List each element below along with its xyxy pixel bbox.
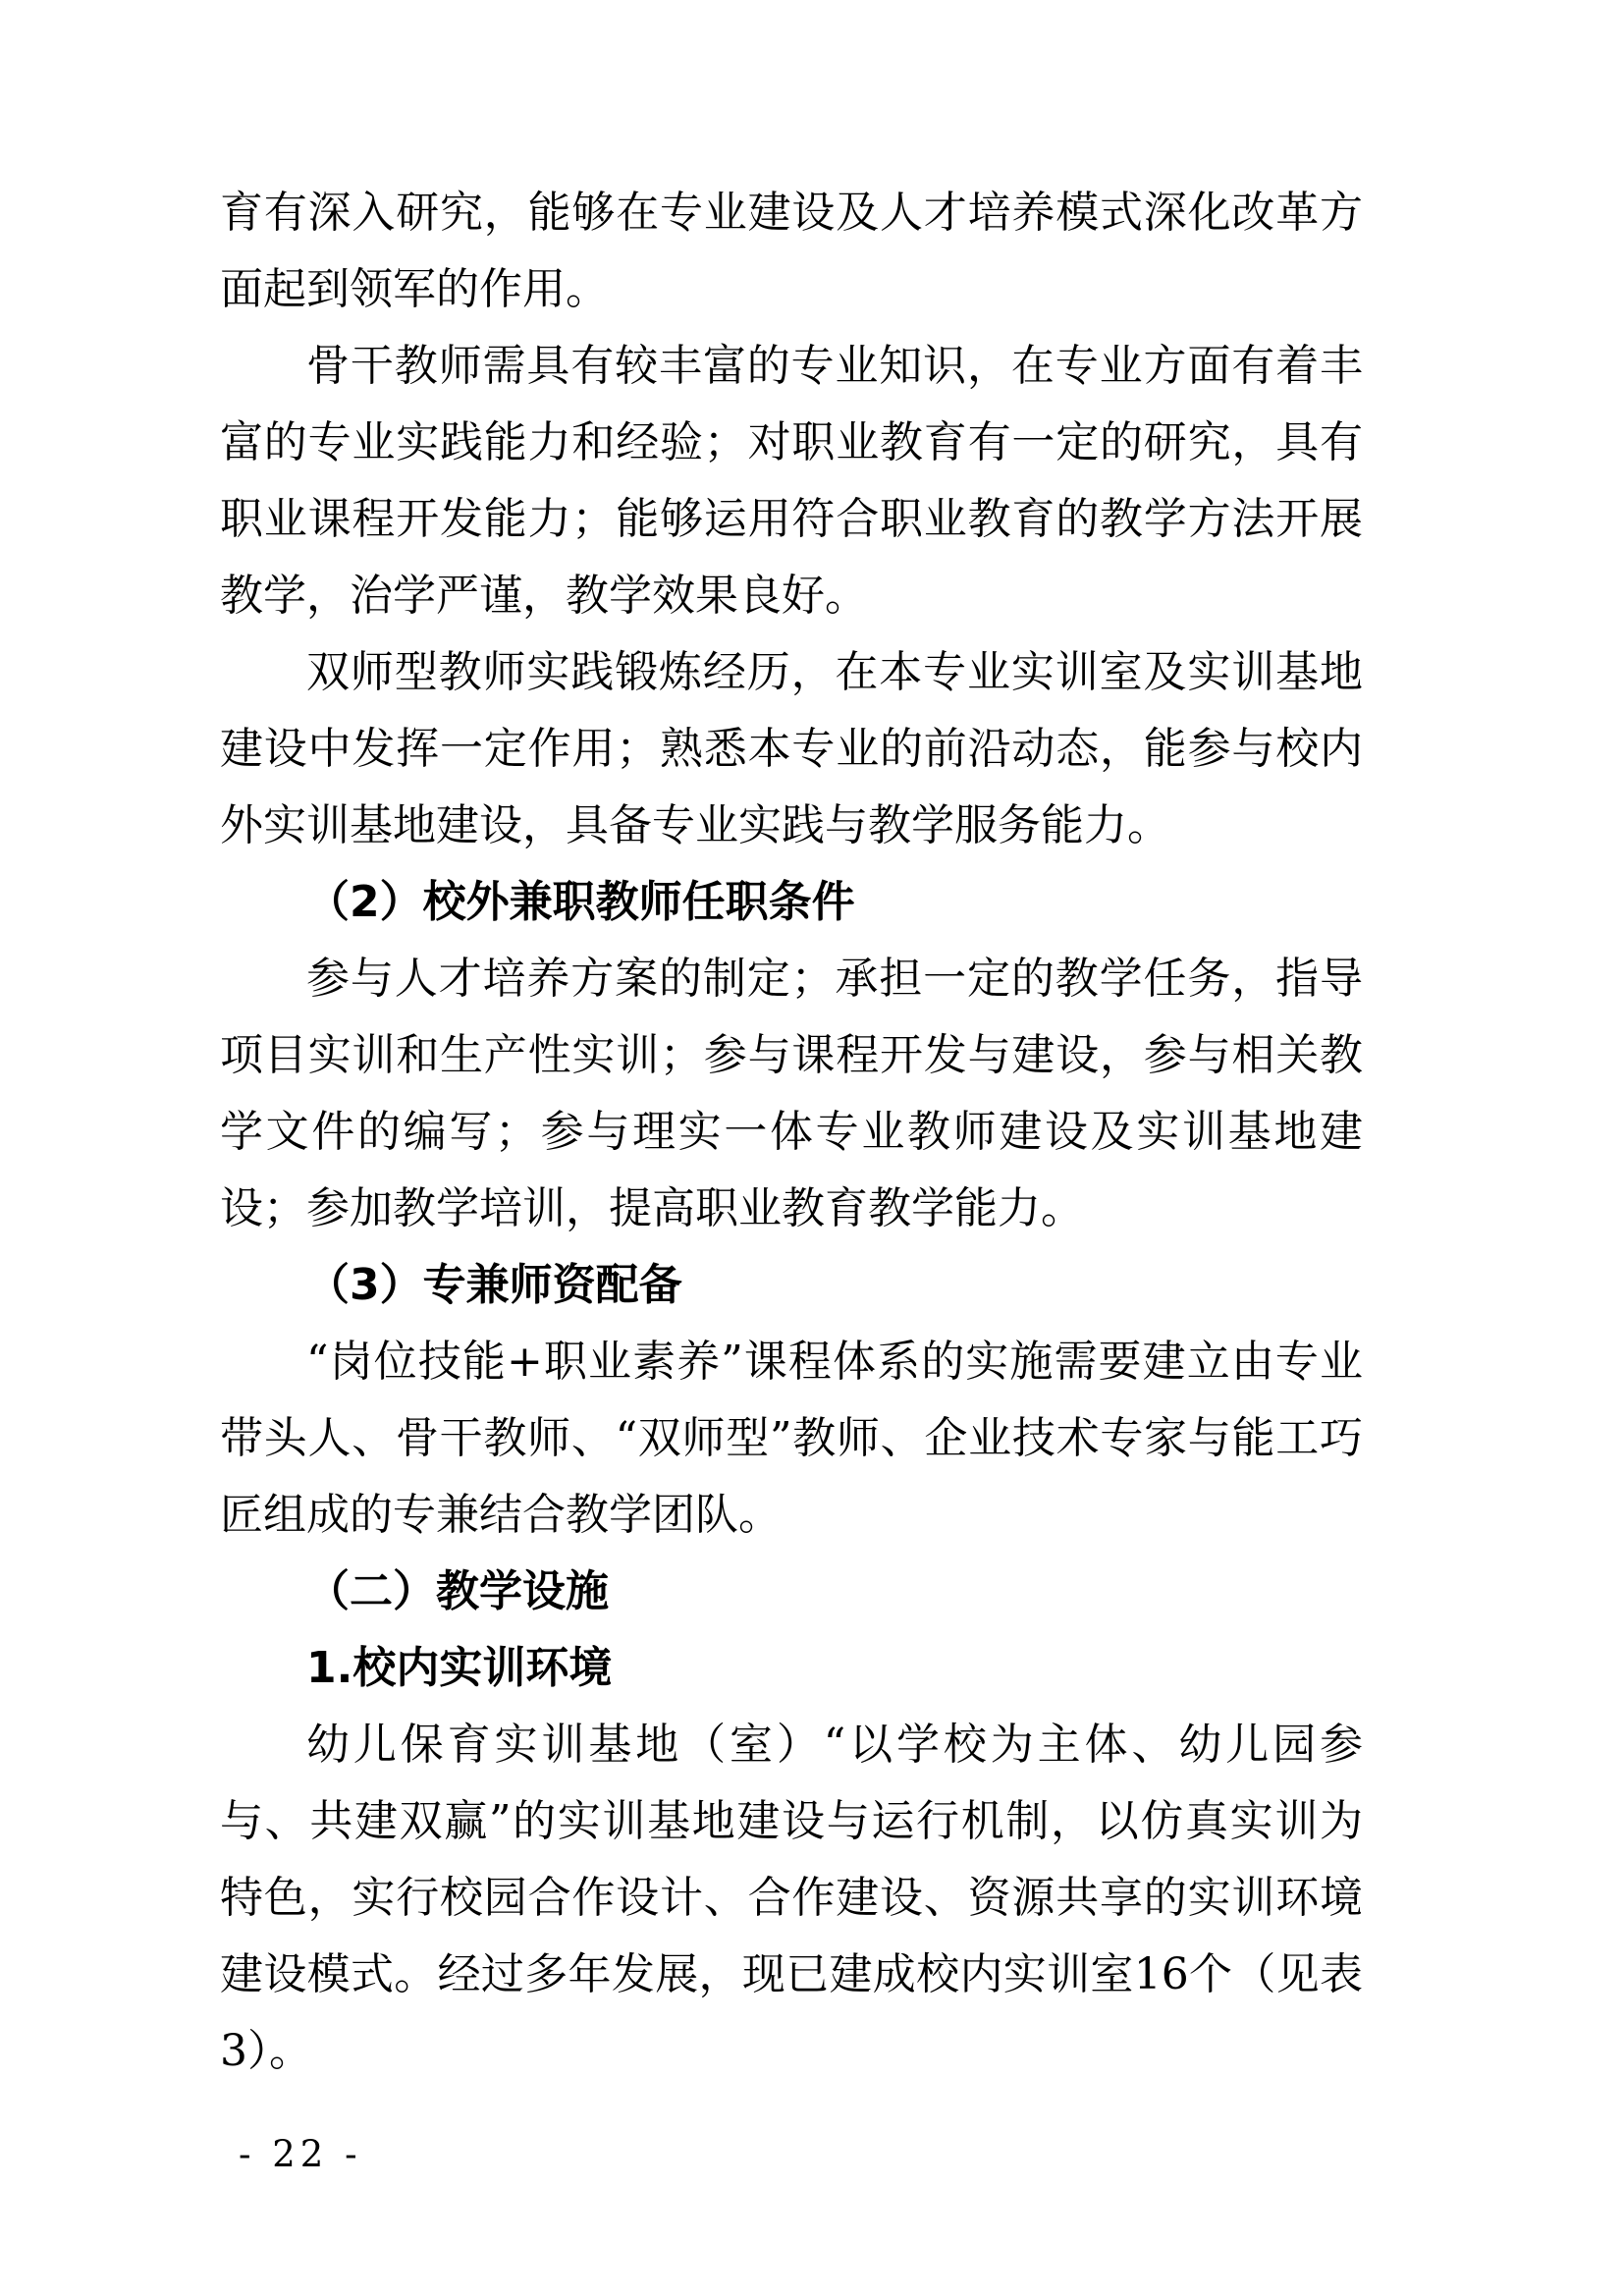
paragraph: “岗位技能+职业素养”课程体系的实施需要建立由专业带头人、骨干教师、“双师型”教师、企业技术专家与能工巧匠组成的专兼结合教学团队。 — [220, 1337, 1363, 1540]
paragraph: 幼儿保育实训基地（室）“以学校为主体、幼儿园参与、共建双赢”的实训基地建设与运行机制，以仿真实训为特色，实行校园合作设计、合作建设、资源共享的实训环境建设模式。经过多年发展，现已建成校内实训室16个（见表3）。 — [220, 1720, 1363, 2076]
paragraph: 双师型教师实践锻炼经历，在本专业实训室及实训基地建设中发挥一定作用；熟悉本专业的前沿动态，能参与校内外实训基地建设，具备专业实践与教学服务能力。 — [220, 647, 1363, 850]
section-heading: （二）教学设施 — [306, 1566, 609, 1616]
paragraph: 参与人才培养方案的制定；承担一定的教学任务，指导项目实训和生产性实训；参与课程开发与建设，参与相关教学文件的编写；参与理实一体专业教师建设及实训基地建设；参加教学培训，提高职业教育教学能力。 — [220, 954, 1363, 1233]
section-heading: （3）专兼师资配备 — [306, 1260, 682, 1310]
section-heading: 1.校内实训环境 — [306, 1643, 613, 1693]
page-number: - 22 - — [239, 2133, 362, 2175]
paragraph: 骨干教师需具有较丰富的专业知识，在专业方面有着丰富的专业实践能力和经验；对职业教育有一定的研究，具有职业课程开发能力；能够运用符合职业教育的教学方法开展教学，治学严谨，教学效果良好。 — [220, 341, 1363, 621]
document-body — [220, 175, 1363, 2090]
section-heading: （2）校外兼职教师任职条件 — [306, 877, 855, 927]
paragraph: 育有深入研究，能够在专业建设及人才培养模式深化改革方面起到领军的作用。 — [220, 188, 1363, 314]
